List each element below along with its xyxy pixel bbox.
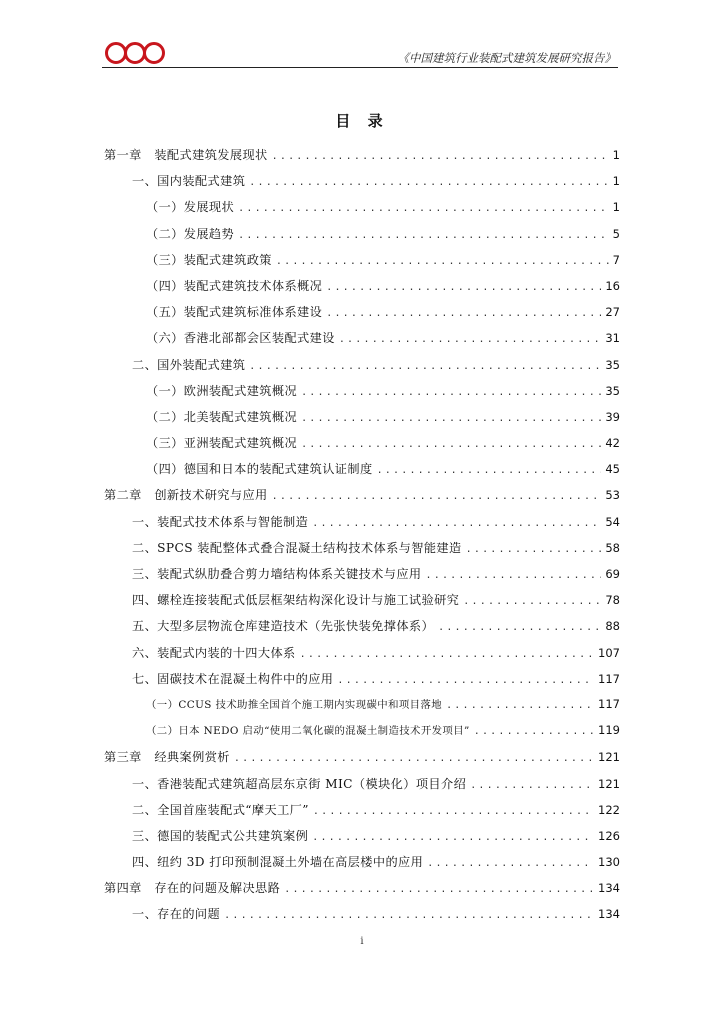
toc-entry-label: （一）CCUS 技术助推全国首个施工期内实现碳中和项目落地 xyxy=(146,698,443,711)
toc-dot-leader xyxy=(276,256,609,267)
toc-entry-label: 第一章 装配式建筑发展现状 xyxy=(104,148,268,162)
page-number: i xyxy=(360,936,364,947)
toc-entry-page: 88 xyxy=(605,619,620,634)
toc-entry-page: 42 xyxy=(605,436,620,451)
toc-entry[interactable] xyxy=(104,853,620,879)
toc-entry-label: （二）日本 NEDO 启动“使用二氧化碳的混凝土制造技术开发项目” xyxy=(146,725,470,738)
toc-entry-page: 1 xyxy=(612,200,620,215)
toc-entry[interactable] xyxy=(104,905,620,931)
toc-entry[interactable] xyxy=(104,722,620,748)
toc-dot-leader xyxy=(312,518,601,529)
toc-entry-label: 四、螺栓连接装配式低层框架结构深化设计与施工试验研究 xyxy=(132,593,460,608)
toc-entry-label: （三）装配式建筑政策 xyxy=(146,252,272,267)
toc-entry[interactable] xyxy=(104,408,620,434)
toc-entry-label: 二、国外装配式建筑 xyxy=(132,357,246,372)
toc-entry-label: 四、纽约 3D 打印预制混凝土外墙在高层楼中的应用 xyxy=(132,855,424,870)
toc-entry[interactable] xyxy=(104,539,620,565)
toc-entry-label: （四）德国和日本的装配式建筑认证制度 xyxy=(146,462,373,477)
toc-entry-page: 130 xyxy=(598,855,620,870)
toc-entry[interactable] xyxy=(104,801,620,827)
toc-dot-leader xyxy=(272,151,609,162)
toc-entry[interactable] xyxy=(104,748,620,774)
toc-entry[interactable] xyxy=(104,251,620,277)
toc-entry[interactable] xyxy=(104,198,620,224)
toc-entry-page: 54 xyxy=(605,514,620,529)
company-logo xyxy=(104,40,166,66)
toc-entry-label: 三、装配式纵肋叠合剪力墙结构体系关键技术与应用 xyxy=(132,567,422,581)
toc-entry-label: （一）发展现状 xyxy=(146,200,235,215)
toc-entry-page: 122 xyxy=(598,802,620,817)
toc-dot-leader xyxy=(339,334,602,345)
toc-dot-leader xyxy=(238,230,609,241)
toc-entry-label: 六、装配式内装的十四大体系 xyxy=(132,645,296,660)
toc-entry[interactable] xyxy=(104,879,620,905)
toc-entry-page: 45 xyxy=(605,462,620,477)
toc-entry-label: （六）香港北部都会区装配式建设 xyxy=(146,331,335,346)
toc-dot-leader xyxy=(466,544,602,555)
toc-entry-page: 121 xyxy=(598,750,620,765)
toc-dot-leader xyxy=(427,858,594,869)
toc-entry-label: 一、香港装配式建筑超高层东京街 MIC（模块化）项目介绍 xyxy=(132,776,467,791)
toc-entry[interactable] xyxy=(104,617,620,643)
toc-entry-label: 三、德国的装配式公共建筑案例 xyxy=(132,828,309,843)
toc-entry[interactable] xyxy=(104,356,620,382)
toc-entry-page: 5 xyxy=(612,226,620,241)
toc-entry-page: 121 xyxy=(598,776,620,791)
toc-entry-page: 53 xyxy=(605,488,620,503)
toc-dot-leader xyxy=(337,675,594,686)
toc-entry-page: 39 xyxy=(605,409,620,424)
toc-entry[interactable] xyxy=(104,460,620,486)
toc-dot-leader xyxy=(272,491,602,502)
toc-title: 目 录 xyxy=(335,112,389,130)
toc-entry[interactable] xyxy=(104,513,620,539)
toc-entry-page: 78 xyxy=(605,593,620,608)
toc-entry-page: 1 xyxy=(612,174,620,189)
toc-dot-leader xyxy=(377,465,602,476)
toc-entry[interactable] xyxy=(104,225,620,251)
toc-entry[interactable] xyxy=(104,172,620,198)
toc-dot-leader xyxy=(301,439,601,450)
toc-entry-label: 第三章 经典案例赏析 xyxy=(104,750,230,765)
toc-dot-leader xyxy=(301,387,601,398)
toc-entry-page: 107 xyxy=(598,645,620,660)
header-divider xyxy=(102,67,618,68)
toc-entry-page: 35 xyxy=(605,383,620,398)
toc-dot-leader xyxy=(474,726,594,737)
toc-entry-label: （三）亚洲装配式建筑概况 xyxy=(146,436,298,451)
toc-entry[interactable] xyxy=(104,591,620,617)
toc-entry-label: （一）欧洲装配式建筑概况 xyxy=(146,383,298,398)
toc-entry-page: 134 xyxy=(598,907,620,922)
toc-entry-page: 117 xyxy=(598,696,620,711)
toc-dot-leader xyxy=(312,832,594,843)
toc-dot-leader xyxy=(300,649,594,660)
toc-entry-label: 七、固碳技术在混凝土构件中的应用 xyxy=(132,671,334,686)
toc-dot-leader xyxy=(326,282,601,293)
table-of-contents xyxy=(104,146,620,932)
toc-entry-page: 1 xyxy=(612,148,620,162)
toc-entry-page: 7 xyxy=(612,252,620,267)
toc-entry-page: 16 xyxy=(605,278,620,293)
toc-entry-label: （二）发展趋势 xyxy=(146,226,235,241)
toc-entry-page: 27 xyxy=(605,305,620,320)
toc-dot-leader xyxy=(249,177,608,188)
toc-dot-leader xyxy=(326,308,601,319)
toc-entry[interactable] xyxy=(104,644,620,670)
toc-entry-label: 五、大型多层物流仓库建造技术（先张快装免撑体系） xyxy=(132,619,435,634)
toc-entry-label: 二、SPCS 装配整体式叠合混凝土结构技术体系与智能建造 xyxy=(132,540,462,555)
toc-entry[interactable] xyxy=(104,382,620,408)
toc-entry-page: 31 xyxy=(605,331,620,346)
toc-entry-page: 119 xyxy=(598,723,620,738)
toc-entry[interactable] xyxy=(104,670,620,696)
toc-entry-label: 二、全国首座装配式“摩天工厂” xyxy=(132,802,309,817)
toc-dot-leader xyxy=(301,413,601,424)
toc-entry[interactable] xyxy=(104,775,620,801)
toc-entry-page: 134 xyxy=(598,881,620,896)
toc-entry[interactable] xyxy=(104,329,620,355)
toc-entry[interactable] xyxy=(104,277,620,303)
toc-entry[interactable] xyxy=(104,434,620,460)
toc-entry-label: （四）装配式建筑技术体系概况 xyxy=(146,278,323,293)
toc-entry[interactable] xyxy=(104,696,620,722)
toc-entry-label: （二）北美装配式建筑概况 xyxy=(146,409,298,424)
toc-dot-leader xyxy=(238,203,609,214)
toc-dot-leader xyxy=(426,570,602,581)
toc-entry-label: 一、国内装配式建筑 xyxy=(132,174,246,189)
toc-entry[interactable] xyxy=(104,303,620,329)
toc-entry-page: 58 xyxy=(605,540,620,555)
toc-dot-leader xyxy=(249,361,601,372)
toc-entry[interactable] xyxy=(104,146,620,172)
toc-dot-leader xyxy=(234,753,594,764)
toc-entry-label: 一、存在的问题 xyxy=(132,907,221,922)
toc-entry-label: （五）装配式建筑标准体系建设 xyxy=(146,305,323,320)
toc-entry-label: 第四章 存在的问题及解决思路 xyxy=(104,881,281,896)
toc-dot-leader xyxy=(463,596,601,607)
document-header-title: 《中国建筑行业装配式建筑发展研究报告》 xyxy=(397,51,616,65)
toc-entry[interactable] xyxy=(104,565,620,591)
toc-entry-page: 126 xyxy=(598,828,620,843)
toc-dot-leader xyxy=(313,806,594,817)
toc-entry-label: 一、装配式技术体系与智能制造 xyxy=(132,514,309,529)
toc-dot-leader xyxy=(446,700,594,711)
toc-dot-leader xyxy=(224,910,594,921)
toc-entry[interactable] xyxy=(104,486,620,512)
toc-dot-leader xyxy=(470,780,594,791)
toc-entry-page: 69 xyxy=(605,567,620,581)
toc-entry-page: 35 xyxy=(605,357,620,372)
toc-entry-label: 第二章 创新技术研究与应用 xyxy=(104,488,268,503)
toc-entry[interactable] xyxy=(104,827,620,853)
toc-dot-leader xyxy=(284,884,594,895)
toc-entry-page: 117 xyxy=(598,671,620,686)
toc-dot-leader xyxy=(438,622,601,633)
